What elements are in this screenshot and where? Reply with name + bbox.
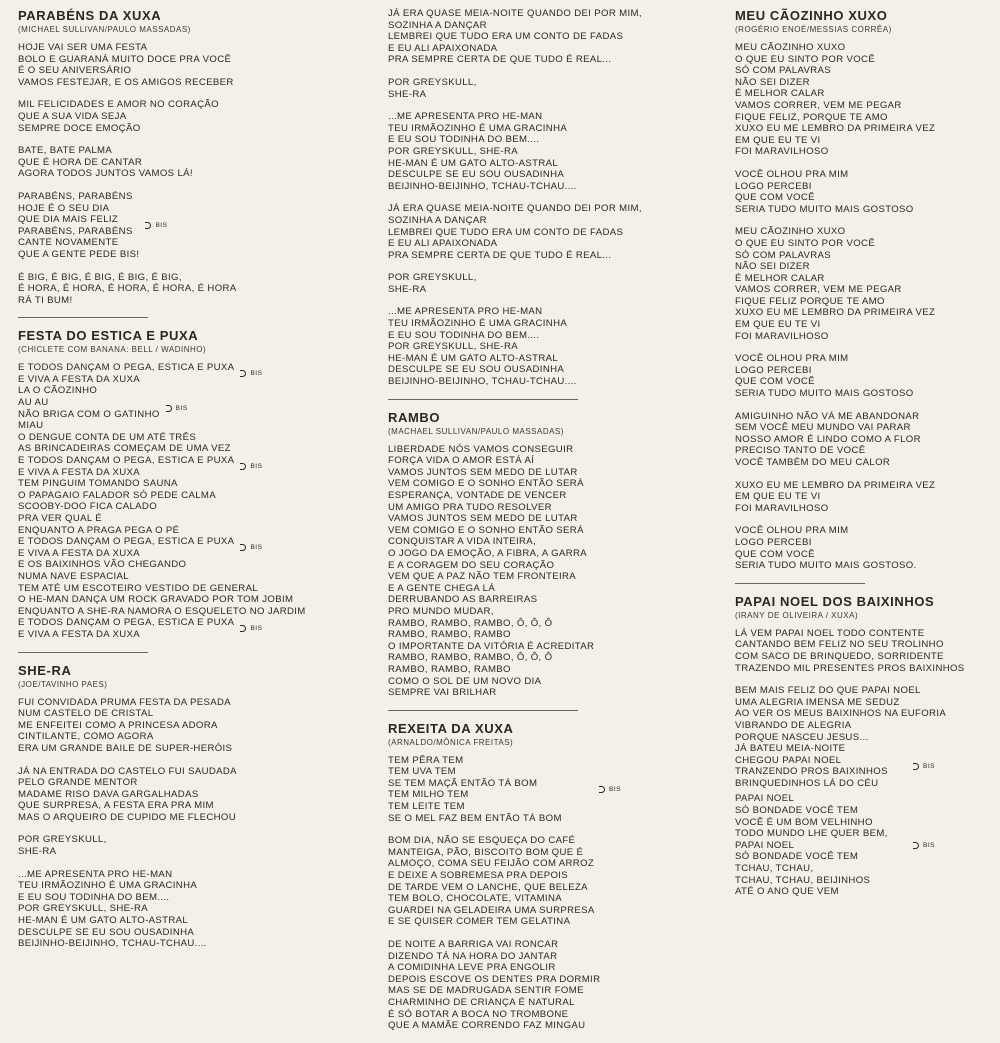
bis-verse: [18, 617, 363, 640]
verse: [18, 834, 363, 857]
song-title: REXEITA DA XUXA: [388, 720, 514, 736]
lyric-line: MAS O ARQUEIRO DE CUPIDO ME FLECHOU: [18, 811, 237, 823]
verse: [735, 169, 990, 215]
lyric-line: QUE A MAMÃE CORRENDO FAZ MINGAU: [388, 1020, 586, 1032]
lyric-line: É O SEU ANIVERSÁRIO: [18, 65, 132, 77]
verse: [18, 869, 363, 950]
lyric-line: MADAME RISO DAVA GARGALHADAS: [18, 788, 199, 800]
bis-label: BIS: [250, 463, 263, 471]
lyric-line: TCHAU, TCHAU,: [735, 863, 814, 875]
lyric-line: BEIJINHO-BEIJINHO, TCHAU-TCHAU....: [18, 938, 207, 950]
lyric-line: LOGO PERCEBI: [735, 364, 812, 376]
lyric-line: HE-MAN É UM GATO ALTO-ASTRAL: [18, 915, 189, 927]
verse: [388, 444, 718, 699]
bis-label: BIS: [609, 785, 621, 793]
lyric-line: EM QUE EU TE VI: [735, 491, 821, 503]
lyric-line: NÃO SEI DIZER: [735, 261, 810, 273]
lyric-line: BRINQUEDINHOS LÁ DO CÉU: [735, 777, 879, 789]
lyric-line: QUE COM VOCÊ: [735, 376, 815, 388]
lyric-line: E VIVA A FESTA DA XUXA: [18, 466, 140, 478]
lyric-line: QUE SURPRESA, A FESTA ERA PRA MIM: [18, 800, 214, 812]
lyric-line: PAPAI NOEL: [735, 839, 795, 851]
lyric-line: É MELHOR CALAR: [735, 88, 825, 100]
lyric-line: SEMPRE VAI BRILHAR: [388, 687, 497, 699]
lyric-line: E DEIXE A SOBREMESA PRA DEPOIS: [388, 870, 569, 882]
lyric-line: GUARDEI NA GELADEIRA UMA SURPRESA: [388, 904, 595, 916]
bis-brace: [240, 544, 262, 551]
divider: [388, 399, 578, 400]
lyric-line: TODO MUNDO LHE QUER BEM,: [735, 828, 888, 840]
song-title: PAPAI NOEL DOS BAIXINHOS: [735, 593, 935, 609]
lyric-line: COM SACO DE BRINQUEDO, SORRIDENTE: [735, 650, 944, 662]
lyric-line: DE NOITE A BARRIGA VAI RONCAR: [388, 939, 559, 950]
bis-brace: [599, 786, 621, 793]
lyric-line: NUM CASTELO DE CRISTAL: [18, 708, 154, 720]
lyric-line: VOCÊ TAMBÉM DO MEU CALOR: [735, 457, 891, 468]
lyric-line: PRA SEMPRE CERTA DE QUE TUDO É REAL...: [388, 54, 612, 66]
lyric-line: TEU IRMÃOZINHO É UMA GRACINHA: [388, 318, 568, 330]
bis-verse: [18, 455, 363, 478]
lyric-line: DESCULPE SE EU SOU OUSADINHA: [388, 169, 565, 181]
lyric-line: E SE QUISER COMER TEM GELATINA: [388, 916, 571, 928]
verse: [735, 628, 990, 674]
lyric-line: O QUE EU SINTO POR VOCÊ: [735, 237, 876, 249]
bis-label: BIS: [175, 405, 188, 413]
lyric-line: VAMOS CORRER, VEM ME PEGAR: [735, 284, 902, 296]
lyric-line: TEM MILHO TEM: [388, 789, 469, 801]
lyric-line: NUMA NAVE ESPACIAL: [18, 570, 129, 582]
bis-verse: [18, 385, 363, 431]
verse: [388, 939, 718, 1032]
lyric-line: RAMBO, RAMBO, RAMBO: [388, 663, 511, 675]
lyric-line: ENQUANTO A SHE-RA NAMORA O ESQUELETO NO JARDIM: [18, 605, 306, 617]
lyric-line: VOCÊ OLHOU PRA MIM: [735, 525, 849, 537]
column-right: [735, 8, 990, 909]
song-shera-continued: [388, 8, 718, 388]
lyric-line: JÁ NA ENTRADA DO CASTELO FUI SAUDADA: [18, 765, 237, 777]
lyric-line: DEPOIS ESCOVE OS DENTES PRA DORMIR: [388, 973, 601, 985]
lyric-line: VEM QUE A PAZ NÃO TEM FRONTEIRA: [388, 571, 577, 583]
lyric-line: XUXO EU ME LEMBRO DA PRIMEIRA VEZ: [735, 307, 936, 319]
lyric-line: DIZENDO TÁ NA HORA DO JANTAR: [388, 950, 558, 962]
bis-verse: [18, 191, 363, 261]
lyric-line: RAMBO, RAMBO, RAMBO, Ô, Ô, Ô: [388, 617, 553, 629]
lyric-line: ...ME APRESENTA PRO HE-MAN: [388, 111, 543, 123]
lyric-line: LEMBREI QUE TUDO ERA UM CONTO DE FADAS: [388, 226, 624, 238]
verse: [735, 42, 990, 158]
lyric-line: PRECISO TANTO DE VOCÊ: [735, 445, 866, 457]
lyric-line: PARABÉNS, PARABÉNS: [18, 225, 133, 237]
lyric-line: VIBRANDO DE ALEGRIA: [735, 719, 852, 731]
lyric-line: DE TARDE VEM O LANCHE, QUE BELEZA: [388, 881, 588, 893]
lyric-line: E TODOS DANÇAM O PEGA, ESTICA E PUXA: [18, 617, 235, 629]
lyric-line: SHE-RA: [388, 88, 427, 100]
song-title: MEU CÃOZINHO XUXO: [735, 8, 888, 23]
song-papai-noel: [735, 594, 990, 898]
lyric-line: É MELHOR CALAR: [735, 272, 825, 284]
verse: [735, 685, 990, 743]
lyric-line: RÁ TI BUM!: [18, 294, 73, 306]
lyric-line: FORÇA VIDA O AMOR ESTÁ AÍ: [388, 455, 535, 467]
verse: [388, 203, 718, 261]
lyric-line: AU AU: [18, 397, 49, 409]
song-shera: [18, 663, 363, 950]
bis-label: BIS: [250, 625, 263, 633]
lyric-line: BATE, BATE PALMA: [18, 145, 113, 157]
lyric-line: QUE DIA MAIS FELIZ: [18, 214, 119, 226]
lyric-line: TEM ATÉ UM ESCOTEIRO VESTIDO DE GENERAL: [18, 582, 259, 594]
verse: [388, 306, 718, 387]
bis-verse: [735, 743, 990, 789]
lyric-line: QUE COM VOCÊ: [735, 548, 815, 560]
lyric-line: FUI CONVIDADA PRUMA FESTA DA PESADA: [18, 696, 232, 708]
lyric-line: TEU IRMÃOZINHO É UMA GRACINHA: [388, 122, 568, 134]
lyric-line: CHARMINHO DE CRIANÇA É NATURAL: [388, 996, 575, 1008]
lyric-line: TEM PINGUIM TOMANDO SAUNA: [18, 478, 178, 490]
lyric-line: CANTANDO BEM FELIZ NO SEU TROLINHO: [735, 639, 944, 651]
bis-brace: [240, 625, 262, 632]
lyric-line: UMA ALEGRIA IMENSA ME SEDUZ: [735, 696, 900, 708]
lyric-line: UM AMIGO PRA TUDO RESOLVER: [388, 501, 552, 513]
song-credits: (JOE/TAVINHO PAES): [18, 679, 108, 689]
lyric-line: MIAU: [18, 420, 44, 432]
lyric-line: JÁ ERA QUASE MEIA-NOITE QUANDO DEI POR MIM,: [388, 8, 642, 19]
lyric-line: É HORA, É HORA, É HORA, É HORA, É HORA: [18, 283, 237, 295]
lyric-line: QUE COM VOCÊ: [735, 192, 815, 204]
lyric-line: VAMOS JUNTOS SEM MEDO DE LUTAR: [388, 513, 578, 525]
lyric-line: DESCULPE SE EU SOU OUSADINHA: [388, 364, 565, 376]
lyric-line: HE-MAN É UM GATO ALTO-ASTRAL: [388, 157, 559, 169]
lyric-line: COMO O SOL DE UM NOVO DIA: [388, 675, 542, 687]
lyric-line: SOZINHA A DANÇAR: [388, 214, 487, 226]
bis-brace: [240, 463, 262, 470]
lyric-line: QUE É HORA DE CANTAR: [18, 156, 143, 168]
lyric-line: AS BRINCADEIRAS COMEÇAM DE UMA VEZ: [18, 443, 231, 455]
lyric-line: BEIJINHO-BEIJINHO, TCHAU-TCHAU....: [388, 180, 577, 192]
bis-label: BIS: [923, 842, 935, 850]
lyric-line: TEM PÊRA TEM: [388, 754, 464, 766]
lyric-line: PARABÉNS, PARABÉNS: [18, 190, 133, 202]
lyric-line: FOI MARAVILHOSO: [735, 146, 829, 158]
lyric-line: HOJE VAI SER UMA FESTA: [18, 42, 148, 53]
verse: [735, 525, 990, 571]
lyric-line: XUXO EU ME LEMBRO DA PRIMEIRA VEZ: [735, 123, 936, 135]
lyric-line: RAMBO, RAMBO, RAMBO, Ô, Ô, Ô: [388, 652, 553, 664]
bis-verse: [388, 755, 718, 825]
lyric-line: VEM COMIGO E O SONHO ENTÃO SERÁ: [388, 478, 584, 490]
lyric-line: VAMOS CORRER, VEM ME PEGAR: [735, 99, 902, 111]
divider: [18, 652, 148, 653]
lyric-line: E TODOS DANÇAM O PEGA, ESTICA E PUXA: [18, 536, 235, 548]
song-caozinho: [735, 8, 990, 572]
verse: [735, 353, 990, 399]
lyric-line: MEU CÃOZINHO XUXO: [735, 226, 846, 238]
lyric-line: MAS SE DE MADRUGADA SENTIR FOME: [388, 985, 584, 997]
lyric-line: E TODOS DANÇAM O PEGA, ESTICA E PUXA: [18, 362, 235, 374]
lyric-line: POR GREYSKULL, SHE-RA: [18, 903, 148, 915]
verse: [18, 42, 363, 88]
lyric-line: BOLO E GUARANÁ MUITO DOCE PRA VOCÊ: [18, 53, 232, 65]
lyric-line: HE-MAN É UM GATO ALTO-ASTRAL: [388, 352, 559, 364]
lyric-line: LA O CÃOZINHO: [18, 385, 98, 397]
lyric-line: FOI MARAVILHOSO: [735, 330, 829, 342]
verse: [388, 77, 718, 100]
verse: [18, 145, 363, 180]
lyric-line: SE O MEL FAZ BEM ENTÃO TÁ BOM: [388, 812, 562, 824]
lyric-line: SEM VOCÊ MEU MUNDO VAI PARAR: [735, 422, 911, 434]
lyric-line: LOGO PERCEBI: [735, 536, 812, 548]
lyric-line: TEM LEITE TEM: [388, 801, 465, 813]
lyric-line: NOSSO AMOR É LINDO COMO A FLOR: [735, 433, 921, 445]
lyric-line: E EU SOU TODINHA DO BEM....: [388, 329, 540, 341]
lyric-line: JÁ BATEU MEIA-NOITE: [735, 743, 846, 755]
song-festa: [18, 328, 363, 640]
lyric-line: VOCÊ OLHOU PRA MIM: [735, 353, 849, 365]
lyric-line: MIL FELICIDADES E AMOR NO CORAÇÃO: [18, 99, 219, 111]
bis-brace: [913, 842, 935, 849]
lyric-line: ENQUANTO A PRAGA PEGA O PÉ: [18, 524, 180, 536]
lyric-line: NÃO BRIGA COM O GATINHO: [18, 408, 160, 420]
lyric-line: POR GREYSKULL, SHE-RA: [388, 341, 518, 353]
lyric-line: E A GENTE CHEGA LÁ: [388, 582, 496, 594]
lyric-line: QUE A GENTE PEDE BIS!: [18, 248, 140, 260]
lyric-line: FIQUE FELIZ, PORQUE TE AMO: [735, 111, 888, 123]
lyric-line: PRA VER QUAL É: [18, 513, 102, 524]
lyric-line: E VIVA A FESTA DA XUXA: [18, 628, 140, 640]
lyric-line: ALMOÇO, COMA SEU FEIJÃO COM ARROZ: [388, 858, 595, 870]
lyric-line: LIBERDADE NÓS VAMOS CONSEGUIR: [388, 443, 574, 455]
verse: [18, 559, 363, 617]
lyric-line: E TODOS DANÇAM O PEGA, ESTICA E PUXA: [18, 455, 235, 467]
column-left: [18, 8, 363, 961]
lyric-line: MANTEIGA, PÃO, BISCOITO BOM QUE É: [388, 846, 584, 858]
lyric-line: E OS BAIXINHOS VÃO CHEGANDO: [18, 559, 187, 571]
lyric-line: E A CORAGEM DO SEU CORAÇÃO: [388, 559, 555, 571]
song-credits: (MICHAEL SULLIVAN/PAULO MASSADAS): [18, 25, 191, 34]
lyric-line: É SÓ BOTAR A BOCA NO TROMBONE: [388, 1008, 569, 1020]
lyric-line: SERIA TUDO MUITO MAIS GOSTOSO.: [735, 560, 917, 572]
song-credits: (CHICLETE COM BANANA: BELL / WADINHO): [18, 345, 207, 355]
song-title: FESTA DO ESTICA E PUXA: [18, 328, 199, 344]
lyric-line: E EU ALI APAIXONADA: [388, 42, 498, 54]
lyric-line: EM QUE EU TE VI: [735, 319, 821, 331]
song-credits: (MACHAEL SULLIVAN/PAULO MASSADAS): [388, 426, 564, 436]
lyric-line: TEU IRMÃOZINHO É UMA GRACINHA: [18, 880, 198, 892]
lyric-line: SHE-RA: [388, 283, 427, 295]
lyric-line: AO VER OS MEUS BAIXINHOS NA EUFORIA: [735, 708, 947, 720]
lyric-line: PORQUE NASCEU JESUS...: [735, 731, 869, 743]
lyric-line: HOJE É O SEU DIA: [18, 202, 110, 214]
lyric-line: POR GREYSKULL,: [18, 834, 107, 846]
lyric-line: O JOGO DA EMOÇÃO, A FIBRA, A GARRA: [388, 547, 588, 559]
lyric-line: TCHAU, TCHAU, BEIJINHOS: [735, 874, 871, 886]
lyric-line: PRO MUNDO MUDAR,: [388, 605, 494, 617]
lyric-line: CINTILANTE, COMO AGORA: [18, 731, 154, 743]
song-title: RAMBO: [388, 409, 441, 425]
verse: [18, 766, 363, 824]
lyric-line: DESCULPE SE EU SOU OUSADINHA: [18, 926, 195, 938]
lyric-line: POR GREYSKULL, SHE-RA: [388, 145, 518, 157]
lyric-line: SÓ BONDADE VOCÊ TEM: [735, 851, 859, 863]
lyric-line: POR GREYSKULL,: [388, 272, 477, 284]
lyric-line: SEMPRE DOCE EMOÇÃO: [18, 122, 141, 134]
song-rexeita: [388, 721, 718, 1032]
lyric-line: O IMPORTANTE DA VITÓRIA É ACREDITAR: [388, 640, 595, 652]
lyric-line: SE TEM MAÇÃ ENTÃO TÁ BOM: [388, 777, 538, 789]
lyric-line: VOCÊ É UM BOM VELHINHO: [735, 816, 873, 828]
lyric-line: A COMIDINHA LEVE PRA ENGOLIR: [388, 962, 556, 974]
bis-brace: [240, 370, 262, 377]
lyric-line: E VIVA A FESTA DA XUXA: [18, 373, 140, 385]
lyric-line: BEIJINHO-BEIJINHO, TCHAU-TCHAU....: [388, 376, 577, 388]
lyric-line: LÁ VEM PAPAI NOEL TODO CONTENTE: [735, 627, 925, 639]
verse: [388, 272, 718, 295]
lyric-line: VEM COMIGO E O SONHO ENTÃO SERÁ: [388, 524, 584, 536]
lyric-line: TEM BOLO, CHOCOLATE, VITAMINA: [388, 893, 562, 905]
song-parabens: [18, 8, 363, 306]
lyric-line: RAMBO, RAMBO, RAMBO: [388, 629, 511, 641]
lyric-line: FIQUE FELIZ PORQUE TE AMO: [735, 295, 885, 307]
lyric-line: SHE-RA: [18, 846, 57, 858]
lyric-line: É BIG, É BIG, É BIG, É BIG, É BIG,: [18, 271, 182, 283]
bis-brace: [145, 222, 167, 229]
lyric-line: MEU CÃOZINHO XUXO: [735, 42, 846, 53]
lyric-line: QUE A SUA VIDA SEJA: [18, 110, 127, 122]
song-title: SHE-RA: [18, 662, 72, 678]
lyric-line: DERRUBANDO AS BARREIRAS: [388, 594, 538, 606]
divider: [388, 710, 578, 711]
lyric-line: ME ENFEITEI COMO A PRINCESA ADORA: [18, 719, 218, 731]
lyric-line: SOZINHA A DANÇAR: [388, 19, 487, 31]
lyric-line: VOCÊ OLHOU PRA MIM: [735, 168, 849, 180]
verse: [18, 478, 363, 536]
lyric-line: E EU SOU TODINHA DO BEM....: [18, 891, 170, 903]
verse: [735, 226, 990, 342]
verse: [388, 8, 718, 66]
lyric-line: PELO GRANDE MENTOR: [18, 777, 138, 789]
lyric-line: O DENGUE CONTA DE UM ATÉ TRÊS: [18, 431, 197, 443]
lyric-line: E VIVA A FESTA DA XUXA: [18, 547, 140, 559]
bis-label: BIS: [923, 762, 935, 770]
column-middle: [388, 8, 718, 1043]
lyric-line: ERA UM GRANDE BAILE DE SUPER-HERÓIS: [18, 742, 233, 754]
verse: [18, 272, 363, 307]
verse: [735, 480, 990, 515]
bis-label: BIS: [250, 370, 263, 378]
lyric-line: ESPERANÇA, VONTADE DE VENCER: [388, 490, 567, 501]
lyric-line: LOGO PERCEBI: [735, 180, 812, 192]
divider: [18, 317, 148, 318]
lyric-line: E EU SOU TODINHA DO BEM....: [388, 134, 540, 146]
verse: [388, 835, 718, 928]
lyric-line: VAMOS JUNTOS SEM MEDO DE LUTAR: [388, 466, 578, 478]
lyric-line: ...ME APRESENTA PRO HE-MAN: [18, 868, 173, 880]
lyric-line: ...ME APRESENTA PRO HE-MAN: [388, 306, 543, 318]
lyric-line: CANTE NOVAMENTE: [18, 237, 119, 249]
bis-verse: [735, 793, 990, 897]
song-credits: (IRANY DE OLIVEIRA / XUXA): [735, 610, 859, 620]
lyric-line: SÓ COM PALAVRAS: [735, 249, 832, 261]
verse: [18, 697, 363, 755]
verse: [18, 432, 363, 455]
bis-label: BIS: [155, 222, 168, 230]
lyric-line: BEM MAIS FELIZ DO QUE PAPAI NOEL: [735, 685, 921, 697]
bis-verse: [18, 536, 363, 559]
bis-verse: [18, 362, 363, 385]
lyric-line: PAPAI NOEL: [735, 793, 795, 805]
lyric-line: TRANZENDO PROS BAIXINHOS: [735, 766, 888, 778]
song-title: PARABÉNS DA XUXA: [18, 8, 162, 23]
lyric-line: SCOOBY-DOO FICA CALADO: [18, 501, 158, 513]
lyric-line: SÓ BONDADE VOCÊ TEM: [735, 805, 859, 817]
lyric-line: AGORA TODOS JUNTOS VAMOS LÁ!: [18, 168, 193, 180]
lyric-line: PRA SEMPRE CERTA DE QUE TUDO É REAL...: [388, 249, 612, 261]
lyric-line: FOI MARAVILHOSO: [735, 502, 829, 514]
verse: [388, 111, 718, 192]
lyric-line: BOM DIA, NÃO SE ESQUEÇA DO CAFÉ: [388, 835, 576, 847]
lyric-line: NÃO SEI DIZER: [735, 76, 810, 88]
lyric-line: JÁ ERA QUASE MEIA-NOITE QUANDO DEI POR MIM,: [388, 203, 642, 215]
song-credits: (ARNALDO/MÔNICA FREITAS): [388, 737, 514, 747]
lyric-line: O PAPAGAIO FALADOR SÓ PEDE CALMA: [18, 489, 216, 501]
lyric-line: POR GREYSKULL,: [388, 76, 477, 88]
lyric-line: SERIA TUDO MUITO MAIS GOSTOSO: [735, 203, 914, 215]
divider: [735, 583, 865, 584]
lyric-line: LEMBREI QUE TUDO ERA UM CONTO DE FADAS: [388, 31, 624, 43]
lyric-line: E EU ALI APAIXONADA: [388, 238, 498, 250]
lyric-line: TRAZENDO MIL PRESENTES PROS BAIXINHOS: [735, 662, 965, 674]
lyric-line: CONQUISTAR A VIDA INTEIRA,: [388, 536, 537, 548]
lyric-line: ATÉ O ANO QUE VEM: [735, 886, 839, 898]
lyric-line: CHEGOU PAPAI NOEL: [735, 754, 842, 766]
song-credits: (ROGÉRIO ENOÉ/MESSIAS CORRÊA): [735, 25, 892, 34]
song-rambo: [388, 410, 718, 699]
lyric-line: SÓ COM PALAVRAS: [735, 65, 832, 77]
bis-brace: [166, 405, 188, 412]
lyric-line: EM QUE EU TE VI: [735, 134, 821, 146]
lyric-line: SERIA TUDO MUITO MAIS GOSTOSO: [735, 388, 914, 400]
lyric-line: AMIGUINHO NÃO VÁ ME ABANDONAR: [735, 410, 920, 422]
bis-label: BIS: [250, 544, 263, 552]
verse: [735, 411, 990, 469]
lyric-line: XUXO EU ME LEMBRO DA PRIMEIRA VEZ: [735, 479, 936, 491]
lyric-line: TEM UVA TEM: [388, 766, 456, 778]
lyric-line: O QUE EU SINTO POR VOCÊ: [735, 53, 876, 65]
verse: [18, 99, 363, 134]
lyric-line: O HE-MAN DANÇA UM ROCK GRAVADO POR TOM JOBIM: [18, 594, 294, 606]
lyric-line: VAMOS FESTEJAR, E OS AMIGOS RECEBER: [18, 76, 234, 88]
bis-brace: [913, 763, 935, 770]
